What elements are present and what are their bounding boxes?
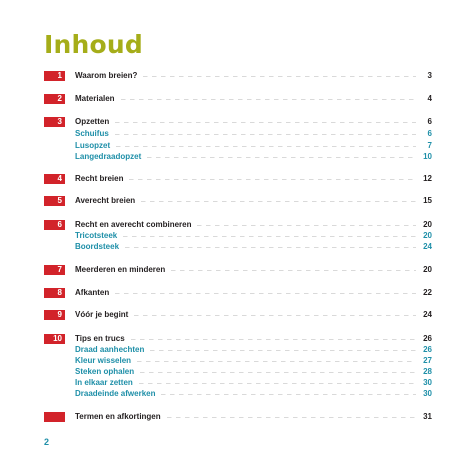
toc-label: Recht en averecht combineren [75,220,192,229]
toc-page-number: 24 [423,242,432,251]
dot-leader [125,247,416,248]
toc-label: Steken ophalen [75,367,135,376]
dot-leader [115,134,416,135]
toc-page-number: 20 [423,220,432,229]
toc-label: Draad aanhechten [75,345,145,354]
toc-entry[interactable] [44,410,432,423]
toc-entry[interactable] [44,92,432,105]
toc-page-number: 6 [427,129,432,138]
toc-page-number: 30 [423,389,432,398]
toc-page-number: 22 [423,288,432,297]
toc-label: Boordsteek [75,242,120,251]
page-title: Inhoud [44,30,143,59]
dot-leader [134,315,416,316]
toc-page-number: 26 [423,345,432,354]
toc-label: Recht breien [75,174,124,183]
toc-page-number: 24 [423,310,432,319]
toc-entry[interactable] [44,172,432,185]
toc-page-number: 15 [423,196,432,205]
toc-label: Averecht breien [75,196,136,205]
toc-label: Tips en trucs [75,334,125,343]
toc-page-number: 10 [423,152,432,161]
toc-page-number: 30 [423,378,432,387]
toc-label: In elkaar zetten [75,378,133,387]
dot-leader [150,350,416,351]
toc-subentry[interactable] [44,387,432,400]
toc-entry[interactable] [44,308,432,321]
dot-leader [140,372,416,373]
toc-subentry[interactable] [44,240,432,253]
toc-entry[interactable] [44,263,432,276]
dot-leader [197,225,416,226]
chapter-number-badge: 8 [44,288,65,298]
toc-label: Schuifus [75,129,109,138]
toc-label: Waarom breien? [75,71,138,80]
toc-label: Tricotsteek [75,231,118,240]
toc-label: Meerderen en minderen [75,265,166,274]
chapter-number-badge [44,412,65,422]
dot-leader [115,293,416,294]
dot-leader [141,201,416,202]
toc-page-number: 20 [423,231,432,240]
chapter-number-badge: 5 [44,196,65,206]
toc-label: Langedraadopzet [75,152,142,161]
dot-leader [129,179,416,180]
dot-leader [167,417,416,418]
dot-leader [161,394,416,395]
dot-leader [116,146,416,147]
dot-leader [171,270,416,271]
dot-leader [143,76,416,77]
chapter-number-badge: 9 [44,310,65,320]
toc-page-number: 3 [427,71,432,80]
toc-label: Opzetten [75,117,110,126]
toc-page-number: 12 [423,174,432,183]
chapter-number-badge: 2 [44,94,65,104]
toc-page-number: 28 [423,367,432,376]
toc-page-number: 20 [423,265,432,274]
toc-label: Draadeinde afwerken [75,389,156,398]
toc-page-number: 6 [427,117,432,126]
toc-entry[interactable] [44,194,432,207]
chapter-number-badge: 4 [44,174,65,184]
dot-leader [137,361,416,362]
toc-label: Kleur wisselen [75,356,132,365]
toc-page-number: 31 [423,412,432,421]
dot-leader [123,236,416,237]
toc-page-number: 26 [423,334,432,343]
toc-label: Lusopzet [75,141,111,150]
toc-label: Vóór je begint [75,310,129,319]
toc-page-number: 4 [427,94,432,103]
toc-page-number: 27 [423,356,432,365]
dot-leader [147,157,416,158]
toc-page-number: 7 [427,141,432,150]
toc-label: Afkanten [75,288,110,297]
dot-leader [121,99,416,100]
toc-entry[interactable] [44,286,432,299]
dot-leader [139,383,416,384]
toc-label: Termen en afkortingen [75,412,161,421]
toc-entry[interactable] [44,69,432,82]
dot-leader [131,339,416,340]
toc-subentry[interactable] [44,150,432,163]
toc-label: Materialen [75,94,115,103]
chapter-number-badge: 1 [44,71,65,81]
chapter-number-badge: 6 [44,220,65,230]
dot-leader [115,122,416,123]
chapter-number-badge: 10 [44,334,65,344]
chapter-number-badge: 7 [44,265,65,275]
page-number: 2 [44,437,50,447]
chapter-number-badge: 3 [44,117,65,127]
